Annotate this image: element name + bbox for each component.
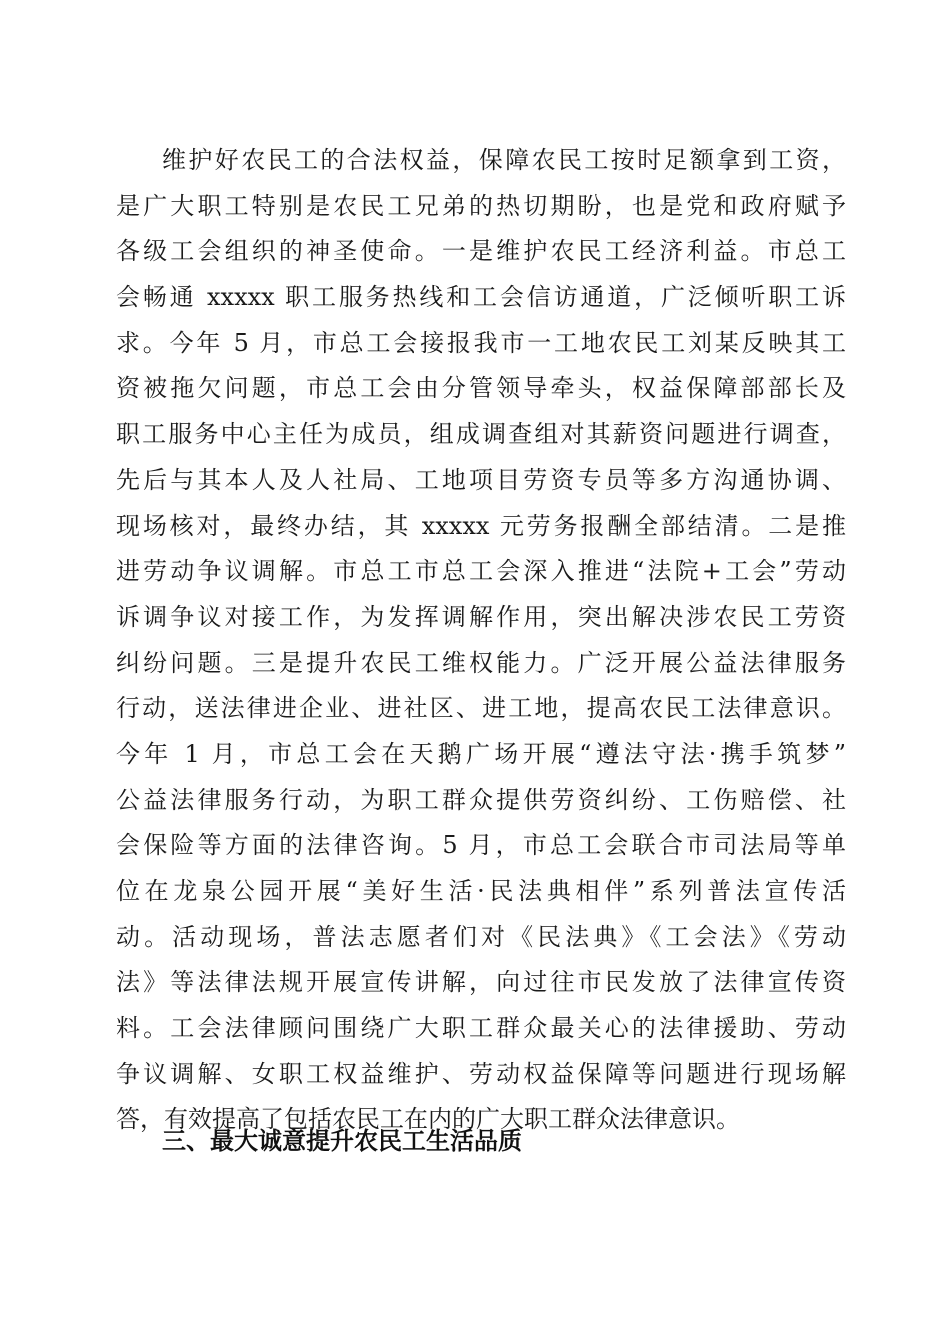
paragraph-line: 答，有效提高了包括农民工在内的广大职工群众法律意识。 [116, 1105, 740, 1134]
paragraph-line: 公益法律服务行动，为职工群众提供劳资纠纷、工伤赔偿、社 [116, 785, 846, 814]
paragraph-line: 动。活动现场，普法志愿者们对《民法典》《工会法》《劳动 [116, 922, 846, 951]
paragraph-line: 今年 1 月，市总工会在天鹅广场开展“遵法守法·携手筑梦” [116, 739, 846, 768]
body-paragraph [116, 138, 846, 1143]
paragraph-line: 维护好农民工的合法权益，保障农民工按时足额拿到工资， [162, 146, 846, 174]
section-heading: 三、最大诚意提升农民工生活品质 [162, 1127, 522, 1155]
paragraph-line: 位在龙泉公园开展“美好生活·民法典相伴”系列普法宣传活 [116, 877, 846, 905]
paragraph-line: 会畅通 xxxxx 职工服务热线和工会信访通道，广泛倾听职工诉 [116, 283, 846, 312]
paragraph-line: 职工服务中心主任为成员，组成调查组对其薪资问题进行调查， [116, 420, 846, 449]
paragraph-line: 诉调争议对接工作，为发挥调解作用，突出解决涉农民工劳资 [116, 602, 846, 631]
paragraph-line: 法》等法律法规开展宣传讲解，向过往市民发放了法律宣传资 [116, 968, 846, 997]
paragraph-line: 争议调解、女职工权益维护、劳动权益保障等问题进行现场解 [116, 1059, 846, 1088]
paragraph-line: 资被拖欠问题，市总工会由分管领导牵头，权益保障部部长及 [116, 374, 846, 403]
paragraph-line: 现场核对，最终办结，其 xxxxx 元劳务报酬全部结清。二是推 [116, 511, 846, 540]
paragraph-line: 进劳动争议调解。市总工市总工会深入推进“法院+工会”劳动 [116, 557, 846, 586]
paragraph-line: 各级工会组织的神圣使命。一是维护农民工经济利益。市总工 [116, 237, 846, 266]
paragraph-line: 先后与其本人及人社局、工地项目劳资专员等多方沟通协调、 [116, 465, 846, 494]
paragraph-line: 纠纷问题。三是提升农民工维权能力。广泛开展公益法律服务 [116, 648, 846, 677]
paragraph-line: 是广大职工特别是农民工兄弟的热切期盼，也是党和政府赋予 [116, 191, 846, 220]
paragraph-line: 求。今年 5 月，市总工会接报我市一工地农民工刘某反映其工 [116, 328, 846, 357]
paragraph-line: 行动，送法律进企业、进社区、进工地，提高农民工法律意识。 [116, 694, 846, 723]
paragraph-line: 会保险等方面的法律咨询。5 月，市总工会联合市司法局等单 [116, 831, 846, 860]
paragraph-line: 料。工会法律顾问围绕广大职工群众最关心的法律援助、劳动 [116, 1014, 846, 1043]
